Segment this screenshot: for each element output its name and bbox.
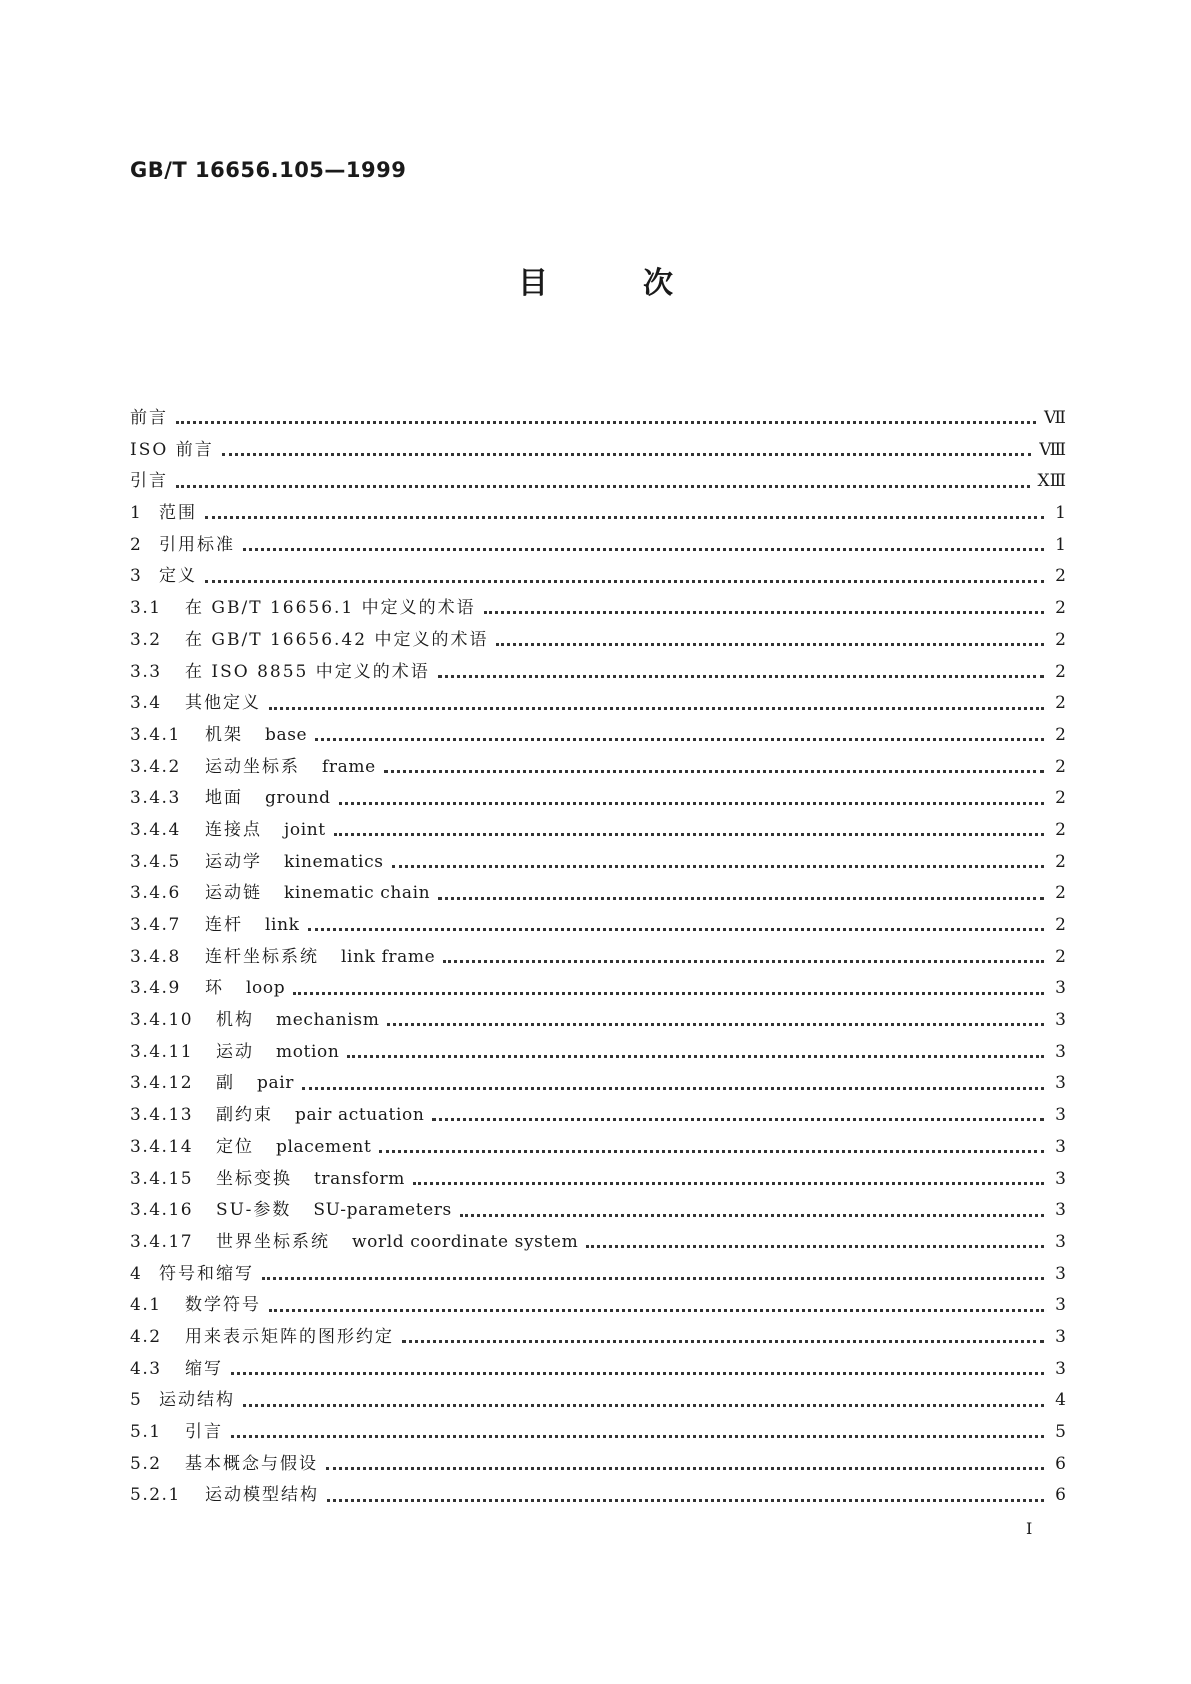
toc-entry-number: 3.4.17 bbox=[130, 1231, 194, 1252]
toc-entry-number: 3.3 bbox=[130, 661, 162, 682]
toc-entry-page: 3 bbox=[1055, 1041, 1066, 1062]
toc-entry-page: 3 bbox=[1055, 1326, 1066, 1347]
dot-leader bbox=[387, 1022, 1044, 1026]
toc-entry[interactable] bbox=[130, 435, 1066, 467]
toc-entry-number: 3.4.2 bbox=[130, 756, 181, 777]
toc-entry-page: 3 bbox=[1055, 1263, 1066, 1284]
toc-entry[interactable] bbox=[130, 1480, 1066, 1512]
toc-entry[interactable] bbox=[130, 878, 1066, 910]
toc-entry[interactable] bbox=[130, 1164, 1066, 1196]
dot-leader bbox=[392, 864, 1044, 868]
toc-entry[interactable] bbox=[130, 657, 1066, 689]
toc-entry-title: 运动 bbox=[216, 1041, 254, 1062]
toc-entry-title: 地面 bbox=[205, 788, 243, 809]
toc-entry[interactable] bbox=[130, 1290, 1066, 1322]
toc-entry-title: 符号和缩写 bbox=[159, 1263, 254, 1284]
toc-entry-page: 2 bbox=[1055, 851, 1066, 872]
table-of-contents bbox=[130, 403, 1066, 1512]
toc-entry-english-term: transform bbox=[314, 1168, 405, 1189]
toc-entry-title: 运动结构 bbox=[159, 1390, 235, 1411]
toc-entry-title: 机架 bbox=[205, 724, 243, 745]
toc-entry-title: 用来表示矩阵的图形约定 bbox=[185, 1326, 394, 1347]
toc-entry-page: 1 bbox=[1055, 503, 1066, 524]
toc-entry-page: 3 bbox=[1055, 1168, 1066, 1189]
dot-leader bbox=[302, 1086, 1044, 1090]
dot-leader bbox=[586, 1244, 1044, 1248]
toc-entry-page: 5 bbox=[1055, 1422, 1066, 1442]
toc-entry-title: 运动链 bbox=[205, 883, 262, 904]
toc-entry-title: 在 GB/T 16656.42 中定义的术语 bbox=[185, 629, 489, 650]
toc-entry-number: 4.2 bbox=[130, 1326, 162, 1347]
toc-entry-title: 缩写 bbox=[185, 1358, 223, 1379]
toc-entry-number: 5.2.1 bbox=[130, 1485, 181, 1506]
toc-entry-english-term: base bbox=[265, 724, 308, 745]
dot-leader bbox=[231, 1371, 1044, 1375]
toc-entry-title: 运动模型结构 bbox=[205, 1485, 319, 1506]
dot-leader bbox=[334, 832, 1044, 836]
title-char-1: 目 bbox=[518, 266, 548, 301]
toc-entry-number: 3.4.4 bbox=[130, 819, 181, 840]
dot-leader bbox=[460, 1213, 1044, 1217]
toc-entry-title: 其他定义 bbox=[185, 693, 261, 714]
toc-entry[interactable] bbox=[130, 910, 1066, 942]
toc-entry-number: 4.3 bbox=[130, 1358, 162, 1379]
toc-entry[interactable] bbox=[130, 720, 1066, 752]
dot-leader bbox=[347, 1054, 1044, 1058]
title-char-2: 次 bbox=[643, 266, 673, 301]
dot-leader bbox=[443, 959, 1044, 963]
toc-entry-number: 3.4.16 bbox=[130, 1200, 194, 1221]
toc-entry[interactable] bbox=[130, 973, 1066, 1005]
toc-entry[interactable] bbox=[130, 1132, 1066, 1164]
toc-entry-english-term: pair actuation bbox=[295, 1105, 425, 1126]
toc-entry-title: 前言 bbox=[130, 408, 168, 428]
toc-entry-page: 2 bbox=[1055, 661, 1066, 682]
toc-entry-english-term: mechanism bbox=[276, 1010, 380, 1031]
toc-entry-page: 3 bbox=[1055, 1231, 1066, 1252]
toc-entry-page: 2 bbox=[1055, 915, 1066, 935]
toc-entry-title: 机构 bbox=[216, 1010, 254, 1031]
toc-entry-number: 5.2 bbox=[130, 1453, 162, 1474]
dot-leader bbox=[243, 547, 1044, 551]
toc-entry-page: 4 bbox=[1055, 1390, 1066, 1411]
toc-entry-english-term: kinematic chain bbox=[284, 883, 431, 904]
toc-entry-page: Ⅷ bbox=[1039, 439, 1066, 460]
toc-entry[interactable] bbox=[130, 498, 1066, 530]
page-title bbox=[0, 258, 1191, 302]
toc-entry-number: 3.4.1 bbox=[130, 724, 181, 745]
toc-entry-page: 2 bbox=[1055, 883, 1066, 904]
toc-entry-number: 3 bbox=[130, 566, 143, 587]
toc-entry-number: 3.4.14 bbox=[130, 1136, 194, 1157]
toc-entry-page: 3 bbox=[1055, 1105, 1066, 1126]
dot-leader bbox=[402, 1339, 1044, 1343]
toc-entry-english-term: pair bbox=[257, 1073, 294, 1094]
toc-entry-number: 3.4.3 bbox=[130, 788, 181, 809]
dot-leader bbox=[327, 1498, 1044, 1502]
dot-leader bbox=[379, 1149, 1044, 1153]
dot-leader bbox=[432, 1117, 1044, 1121]
toc-entry-page: 3 bbox=[1055, 1073, 1066, 1094]
toc-entry[interactable] bbox=[130, 1100, 1066, 1132]
toc-entry[interactable] bbox=[130, 1005, 1066, 1037]
dot-leader bbox=[339, 801, 1044, 805]
dot-leader bbox=[269, 1308, 1044, 1312]
toc-entry[interactable] bbox=[130, 1354, 1066, 1386]
toc-entry-page: 2 bbox=[1055, 566, 1066, 587]
toc-entry-english-term: motion bbox=[276, 1041, 340, 1062]
dot-leader bbox=[384, 769, 1044, 773]
dot-leader bbox=[269, 706, 1044, 710]
dot-leader bbox=[315, 737, 1044, 741]
dot-leader bbox=[438, 674, 1044, 678]
toc-entry-page: 6 bbox=[1055, 1453, 1066, 1474]
toc-entry-number: 5.1 bbox=[130, 1422, 162, 1442]
toc-entry-page: 3 bbox=[1055, 1200, 1066, 1221]
toc-entry-number: 3.4.13 bbox=[130, 1105, 194, 1126]
toc-entry-title: 范围 bbox=[159, 503, 197, 524]
dot-leader bbox=[205, 579, 1044, 583]
dot-leader bbox=[484, 610, 1044, 614]
toc-entry[interactable] bbox=[130, 942, 1066, 974]
toc-entry[interactable] bbox=[130, 847, 1066, 879]
toc-entry[interactable] bbox=[130, 1227, 1066, 1259]
toc-entry-number: 3.2 bbox=[130, 629, 162, 650]
toc-entry-english-term: joint bbox=[284, 819, 326, 840]
dot-leader bbox=[176, 420, 1036, 424]
toc-entry[interactable] bbox=[130, 625, 1066, 657]
toc-entry-page: 1 bbox=[1055, 534, 1066, 555]
toc-entry-title: 基本概念与假设 bbox=[185, 1453, 318, 1474]
toc-entry[interactable] bbox=[130, 561, 1066, 593]
toc-entry-title: 副约束 bbox=[216, 1105, 273, 1126]
toc-entry-page: 2 bbox=[1055, 788, 1066, 809]
toc-entry-number: 4.1 bbox=[130, 1295, 162, 1316]
toc-entry-page: 2 bbox=[1055, 598, 1066, 619]
toc-entry[interactable] bbox=[130, 1037, 1066, 1069]
toc-entry-number: 3.4.11 bbox=[130, 1041, 194, 1062]
toc-entry[interactable] bbox=[130, 1449, 1066, 1481]
dot-leader bbox=[243, 1403, 1044, 1407]
toc-entry-page: 3 bbox=[1055, 1136, 1066, 1157]
toc-entry-page: 2 bbox=[1055, 724, 1066, 745]
toc-entry-title: 定义 bbox=[159, 566, 197, 587]
dot-leader bbox=[231, 1434, 1044, 1438]
toc-entry-number: 2 bbox=[130, 534, 143, 555]
toc-entry-title: 在 GB/T 16656.1 中定义的术语 bbox=[185, 598, 476, 619]
dot-leader bbox=[308, 927, 1044, 931]
toc-entry-page: 2 bbox=[1055, 756, 1066, 777]
toc-entry[interactable] bbox=[130, 1322, 1066, 1354]
dot-leader bbox=[326, 1466, 1044, 1470]
toc-entry-number: 4 bbox=[130, 1263, 143, 1284]
toc-entry-title: 数学符号 bbox=[185, 1295, 261, 1316]
toc-entry-page: 2 bbox=[1055, 946, 1066, 967]
toc-entry-page: 3 bbox=[1055, 1010, 1066, 1031]
toc-entry-page: Ⅶ bbox=[1044, 408, 1066, 428]
toc-entry-english-term: link bbox=[265, 915, 300, 935]
toc-entry[interactable] bbox=[130, 1068, 1066, 1100]
toc-entry-english-term: world coordinate system bbox=[352, 1231, 579, 1252]
toc-entry[interactable] bbox=[130, 1417, 1066, 1449]
toc-entry-title: 运动坐标系 bbox=[205, 756, 300, 777]
page-number: I bbox=[1026, 1519, 1033, 1538]
toc-entry-number: 3.4.10 bbox=[130, 1010, 194, 1031]
toc-entry-page: 3 bbox=[1055, 1358, 1066, 1379]
toc-entry[interactable] bbox=[130, 593, 1066, 625]
toc-entry-page: 6 bbox=[1055, 1485, 1066, 1506]
toc-entry-title: 定位 bbox=[216, 1136, 254, 1157]
toc-entry-english-term: ground bbox=[265, 788, 331, 809]
toc-entry-number: 3.1 bbox=[130, 598, 162, 619]
toc-entry-number: 3.4 bbox=[130, 693, 162, 714]
toc-entry-english-term: link frame bbox=[341, 946, 436, 967]
toc-entry-number: 3.4.8 bbox=[130, 946, 181, 967]
toc-entry-english-term: loop bbox=[246, 978, 286, 999]
toc-entry-title: 连接点 bbox=[205, 819, 262, 840]
toc-entry[interactable] bbox=[130, 688, 1066, 720]
toc-entry-title: 副 bbox=[216, 1073, 235, 1094]
toc-entry-title: 环 bbox=[205, 978, 224, 999]
dot-leader bbox=[496, 642, 1044, 646]
dot-leader bbox=[262, 1276, 1044, 1280]
toc-entry[interactable] bbox=[130, 752, 1066, 784]
toc-entry-number: 3.4.7 bbox=[130, 915, 181, 935]
toc-entry-page: 3 bbox=[1055, 978, 1066, 999]
toc-entry-title: 引用标准 bbox=[159, 534, 235, 555]
toc-entry-title: 坐标变换 bbox=[216, 1168, 292, 1189]
toc-entry-number: 3.4.9 bbox=[130, 978, 181, 999]
dot-leader bbox=[205, 515, 1044, 519]
toc-entry-english-term: placement bbox=[276, 1136, 372, 1157]
dot-leader bbox=[176, 484, 1030, 488]
toc-entry[interactable] bbox=[130, 466, 1066, 498]
dot-leader bbox=[438, 896, 1044, 900]
toc-entry-title: 连杆坐标系统 bbox=[205, 946, 319, 967]
toc-entry-number: 3.4.12 bbox=[130, 1073, 194, 1094]
toc-entry-title: 世界坐标系统 bbox=[216, 1231, 330, 1252]
toc-entry-title: ISO 前言 bbox=[130, 439, 214, 460]
toc-entry-english-term: SU-parameters bbox=[313, 1200, 452, 1221]
toc-entry-english-term: frame bbox=[322, 756, 376, 777]
toc-entry-number: 3.4.15 bbox=[130, 1168, 194, 1189]
toc-entry-number: 3.4.5 bbox=[130, 851, 181, 872]
toc-entry-title: 运动学 bbox=[205, 851, 262, 872]
dot-leader bbox=[413, 1181, 1044, 1185]
toc-entry-page: 2 bbox=[1055, 819, 1066, 840]
toc-entry-page: ⅩⅢ bbox=[1037, 471, 1066, 492]
toc-entry[interactable] bbox=[130, 1385, 1066, 1417]
toc-entry-number: 5 bbox=[130, 1390, 143, 1411]
toc-entry-title: 引言 bbox=[130, 471, 168, 492]
toc-entry-english-term: kinematics bbox=[284, 851, 384, 872]
toc-entry-page: 2 bbox=[1055, 629, 1066, 650]
document-id: GB/T 16656.105—1999 bbox=[130, 158, 407, 182]
dot-leader bbox=[293, 991, 1044, 995]
toc-entry-page: 2 bbox=[1055, 693, 1066, 714]
toc-entry-page: 3 bbox=[1055, 1295, 1066, 1316]
toc-entry-number: 3.4.6 bbox=[130, 883, 181, 904]
toc-entry-title: 连杆 bbox=[205, 915, 243, 935]
toc-entry-title: 引言 bbox=[185, 1422, 223, 1442]
toc-entry[interactable] bbox=[130, 815, 1066, 847]
toc-entry[interactable] bbox=[130, 1195, 1066, 1227]
toc-entry[interactable] bbox=[130, 783, 1066, 815]
toc-entry[interactable] bbox=[130, 403, 1066, 435]
toc-entry[interactable] bbox=[130, 530, 1066, 562]
toc-entry-title: 在 ISO 8855 中定义的术语 bbox=[185, 661, 430, 682]
toc-entry-number: 1 bbox=[130, 503, 143, 524]
toc-entry-title: SU-参数 bbox=[216, 1200, 292, 1221]
toc-entry[interactable] bbox=[130, 1259, 1066, 1291]
dot-leader bbox=[222, 452, 1032, 456]
